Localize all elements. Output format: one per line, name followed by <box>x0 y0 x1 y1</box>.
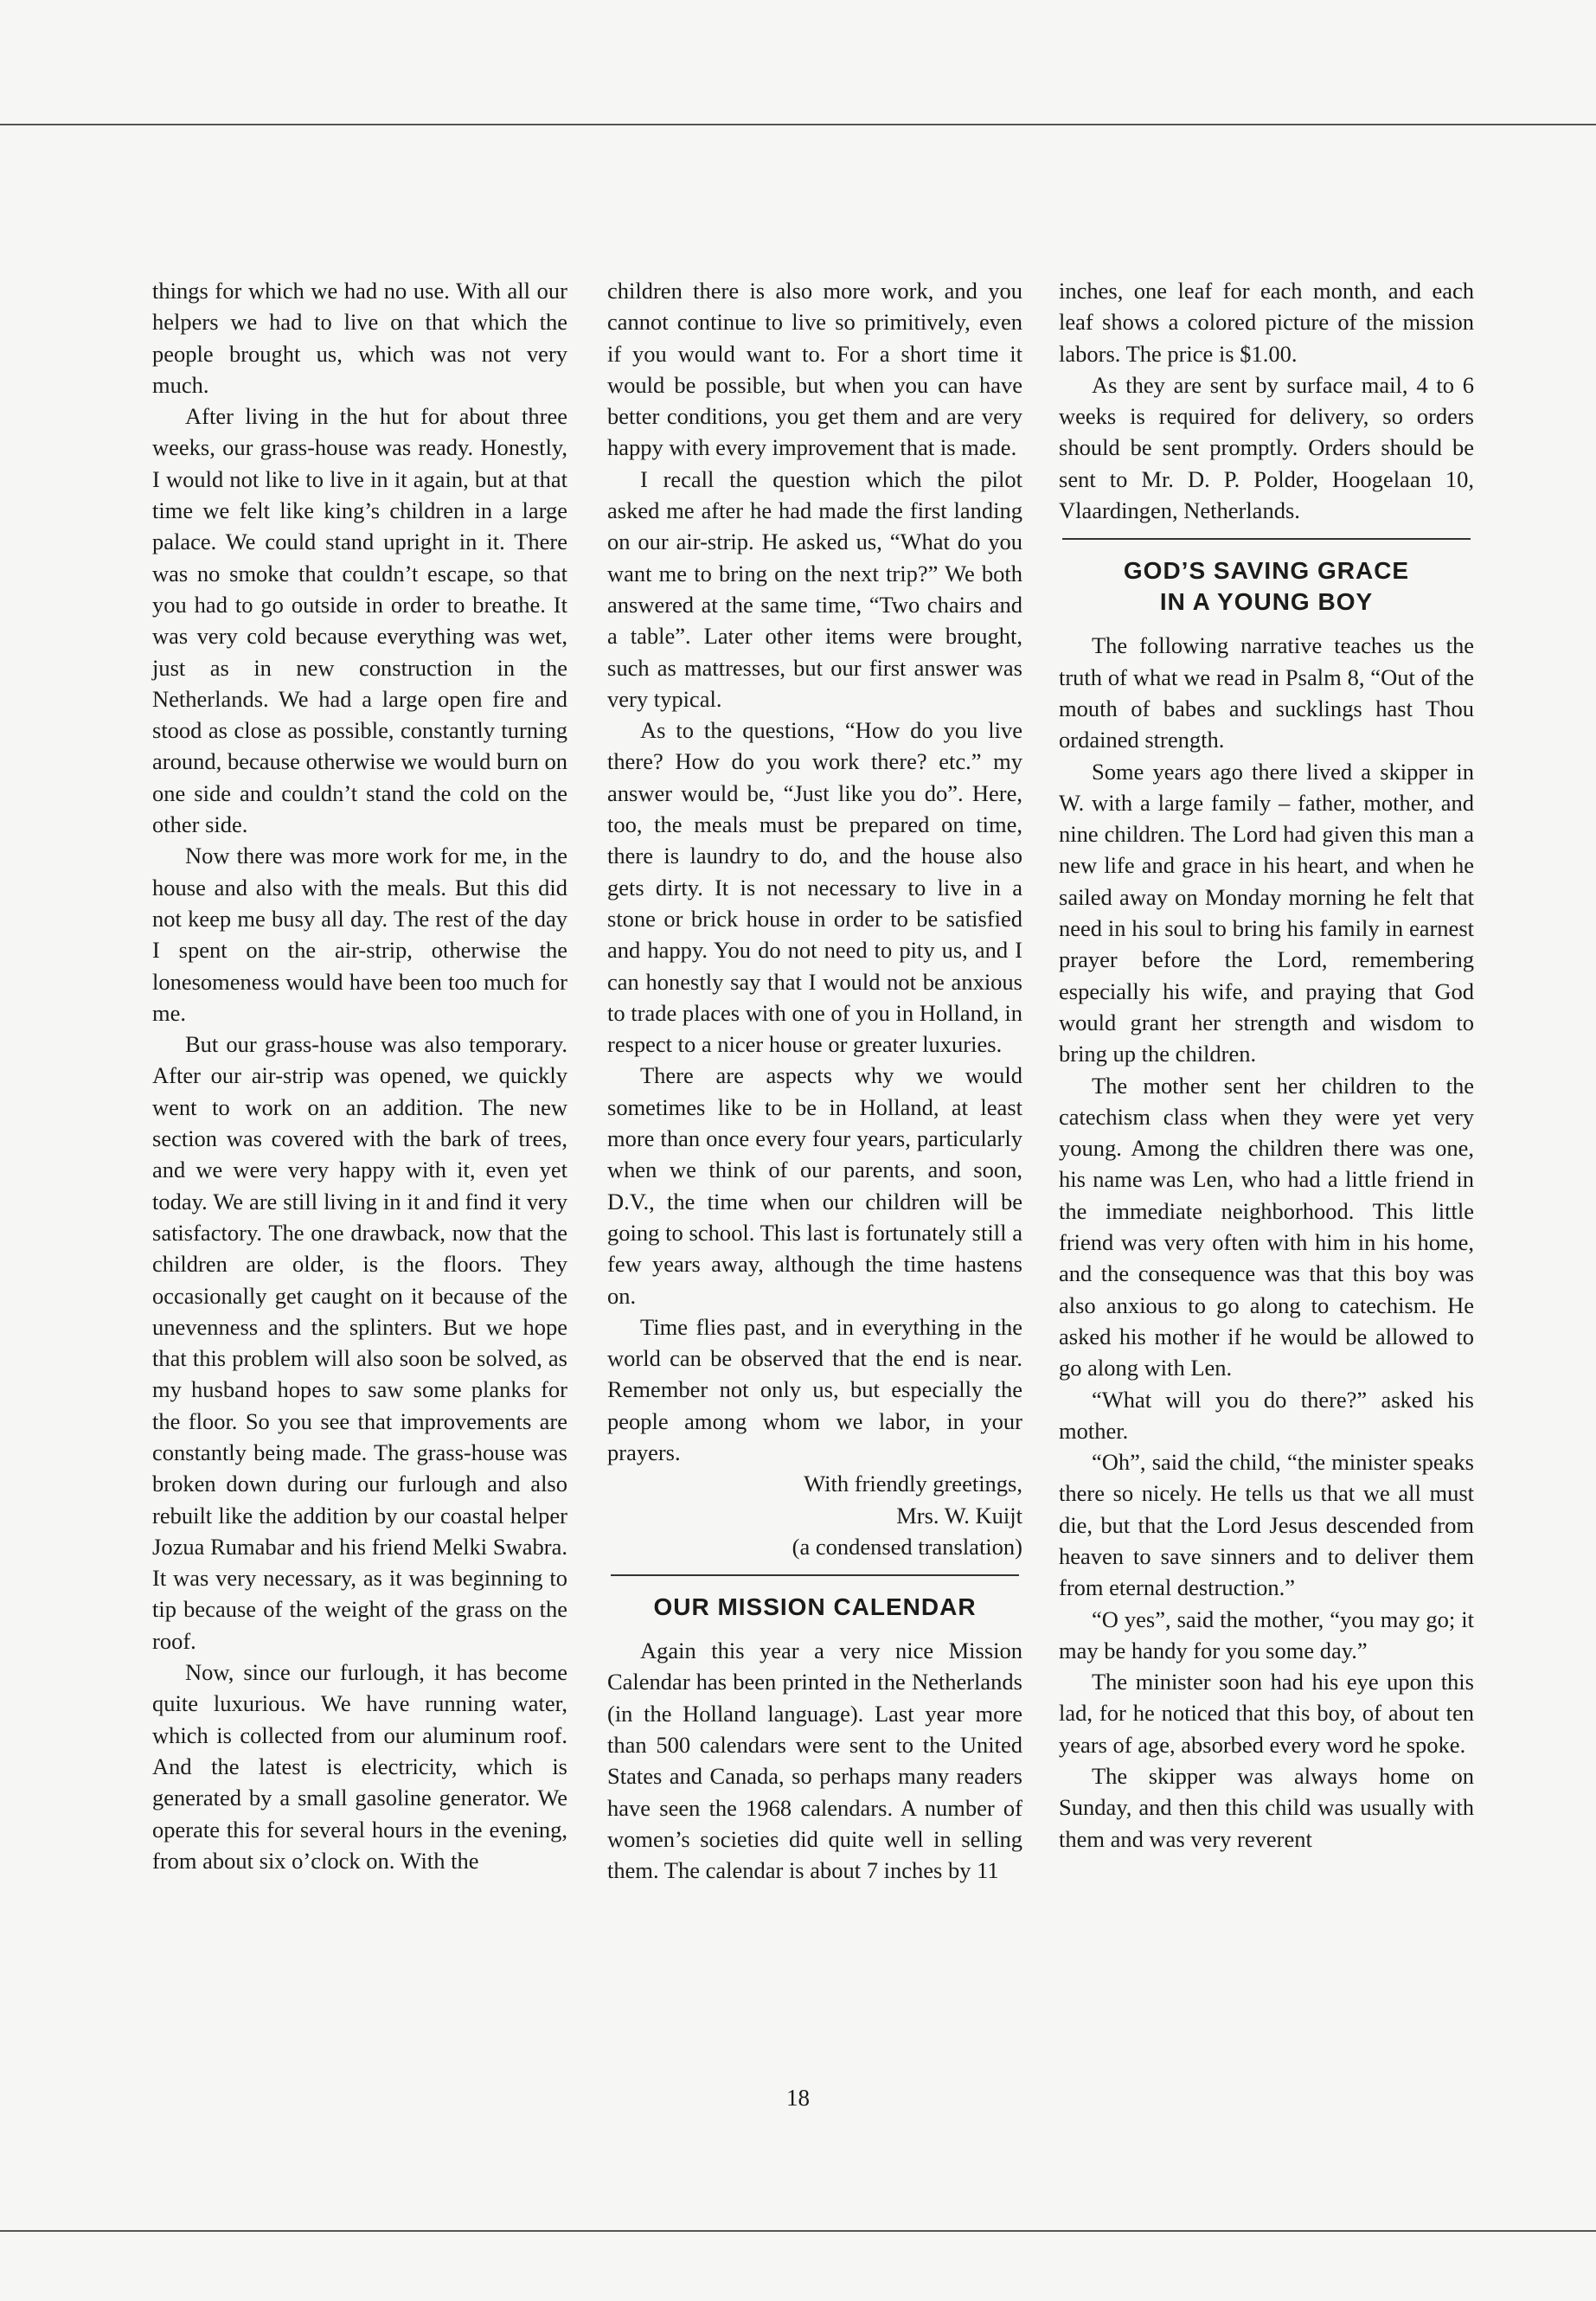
paragraph: Time flies past, and in everything in the world can be observed that the end is near. Remember not only us, but especially the people among whom we labor, in your prayers. <box>607 1313 1022 1465</box>
calendar-paragraph: Again this year a very nice Mission Calendar has been printed in the Netherlands (in the Holland language). Last year more than 500 calendars were sent to the United States and Canada, so perhaps many readers have seen the 1968 calendars. A number of women’s societies did quite well in selling them. The calendar is about 7 inches by 11 <box>607 1638 1022 1884</box>
column-2 <box>607 275 1022 1887</box>
paragraph: things for which we had no use. With all our helpers we had to live on that which the people brought us, which was not very much. <box>152 278 567 398</box>
paragraph: children there is also more work, and you cannot continue to live so primitively, even if you would want to. For a short time it would be possible, but when you can have better conditions, you get them and are very happy with every improvement that is made. <box>607 278 1022 461</box>
paragraph: inches, one leaf for each month, and each leaf shows a colored picture of the mission labors. The price is $1.00. <box>1059 278 1474 367</box>
grace-heading-line1: GOD’S SAVING GRACE <box>1123 557 1410 585</box>
section-divider <box>1062 538 1471 540</box>
paragraph: Now there was more work for me, in the house and also with the meals. But this did not keep me busy all day. The rest of the day I spent on the air-strip, otherwise the lonesomeness would have been too much for me. <box>152 843 567 1026</box>
paragraph: But our grass-house was also temporary. After our air-strip was opened, we quickly went to work on an addition. The new section was covered with the bark of trees, and we were very happy with it, even yet today. We are still living in it and find it very satisfactory. The one drawback, now that the children are older, is the floors. They occasionally get caught on it because of the unevenness and the splinters. But we hope that this problem will also soon be solved, as my husband hopes to saw some planks for the floor. So you see that improvements are constantly being made. The grass-house was broken down during our furlough and also rebuilt like the addition by our coastal helper Jozua Rumabar and his friend Melki Swabra. It was very necessary, as it was beginning to tip because of the weight of the grass on the roof. <box>152 1031 567 1654</box>
paragraph: The following narrative teaches us the truth of what we read in Psalm 8, “Out of the mouth of babes and sucklings hast Thou ordained strength. <box>1059 632 1474 753</box>
paragraph: “Oh”, said the child, “the minister speaks there so nicely. He tells us that we all must die, but that the Lord Jesus descended from heaven to save sinners and to deliver them from eternal destruction.” <box>1059 1449 1474 1601</box>
paragraph: There are aspects why we would sometimes like to be in Holland, at least more than once every four years, particularly when we think of our parents, and soon, D.V., the time when our children will be going to school. This last is fortunately still a few years away, although the time hastens on. <box>607 1062 1022 1309</box>
paragraph: As they are sent by surface mail, 4 to 6 weeks is required for delivery, so orders should be sent promptly. Orders should be sent to Mr. D. P. Polder, Hoogelaan 10, Vlaardingen, Netherlands. <box>1059 371 1474 524</box>
page-top-rule <box>0 124 1596 125</box>
paragraph: Some years ago there lived a skipper in W. with a large family – father, mother, and nine children. The Lord had given this man a new life and grace in his heart, and when he sailed away on Monday morning he felt that need in his soul to bring his family in earnest prayer before the Lord, remembering especially his wife, and praying that God would grant her strength and wisdom to bring up the children. <box>1059 758 1474 1067</box>
grace-heading-line2: IN A YOUNG BOY <box>1159 588 1374 616</box>
paragraph: I recall the question which the pilot asked me after he had made the first landing on our air-strip. He asked us, “What do you want me to bring on the next trip?” We both answered at the same time, “Two chairs and a table”. Later other items were brought, such as mattresses, but our first answer was very typical. <box>607 465 1022 712</box>
paragraph: “O yes”, said the mother, “you may go; it may be handy for you some day.” <box>1059 1606 1474 1663</box>
page-bottom-rule <box>0 2230 1596 2232</box>
signoff-note: (a condensed translation) <box>792 1533 1022 1560</box>
paragraph: Now, since our furlough, it has become quite luxurious. We have running water, which is collected from our aluminum roof. And the latest is electricity, which is generated by a small gasoline generator. We operate this for several hours in the evening, from about six o’clock on. With the <box>152 1659 567 1874</box>
signoff-greeting: With friendly greetings, <box>804 1471 1022 1497</box>
grace-heading <box>1059 555 1474 618</box>
paragraph: The minister soon had his eye upon this lad, for he noticed that this boy, of about ten years of age, absorbed every word he spoke. <box>1059 1669 1474 1758</box>
calendar-heading: OUR MISSION CALENDAR <box>653 1593 977 1621</box>
paragraph: As to the questions, “How do you live there? How do you work there? etc.” my answer would be, “Just like you do”. Here, too, the meals must be prepared on time, there is laundry to do, and the house also gets dirty. It is not necessary to live in a stone or brick house in order to be satisfied and happy. You do not need to pity us, and I can honestly say that I would not be anxious to trade places with one of you in Holland, in respect to a nicer house or greater luxuries. <box>607 717 1022 1058</box>
paragraph: The mother sent her children to the catechism class when they were yet very young. Among the children there was one, his name was Len, who had a little friend in the immediate neighborhood. This little friend was very often with him in his home, and the consequence was that this boy was also anxious to go along to catechism. He asked his mother if he would be allowed to go along with Len. <box>1059 1072 1474 1381</box>
page-number: 18 <box>786 2085 810 2111</box>
column-1 <box>152 275 567 1876</box>
paragraph: “What will you do there?” asked his mother. <box>1059 1386 1474 1444</box>
paragraph: The skipper was always home on Sunday, and then this child was usually with them and was very reverent <box>1059 1763 1474 1852</box>
signoff-name: Mrs. W. Kuijt <box>896 1502 1022 1529</box>
column-3 <box>1059 275 1474 1855</box>
paragraph: After living in the hut for about three weeks, our grass-house was ready. Honestly, I would not like to live in it again, but at that time we felt like king’s children in a large palace. We could stand upright in it. There was no smoke that couldn’t escape, so that you had to go outside in order to breathe. It was very cold because everything was wet, just as in new construction in the Netherlands. We had a large open fire and stood as close as possible, constantly turning around, because otherwise we would burn on one side and couldn’t stand the cold on the other side. <box>152 403 567 838</box>
section-divider <box>611 1574 1019 1576</box>
